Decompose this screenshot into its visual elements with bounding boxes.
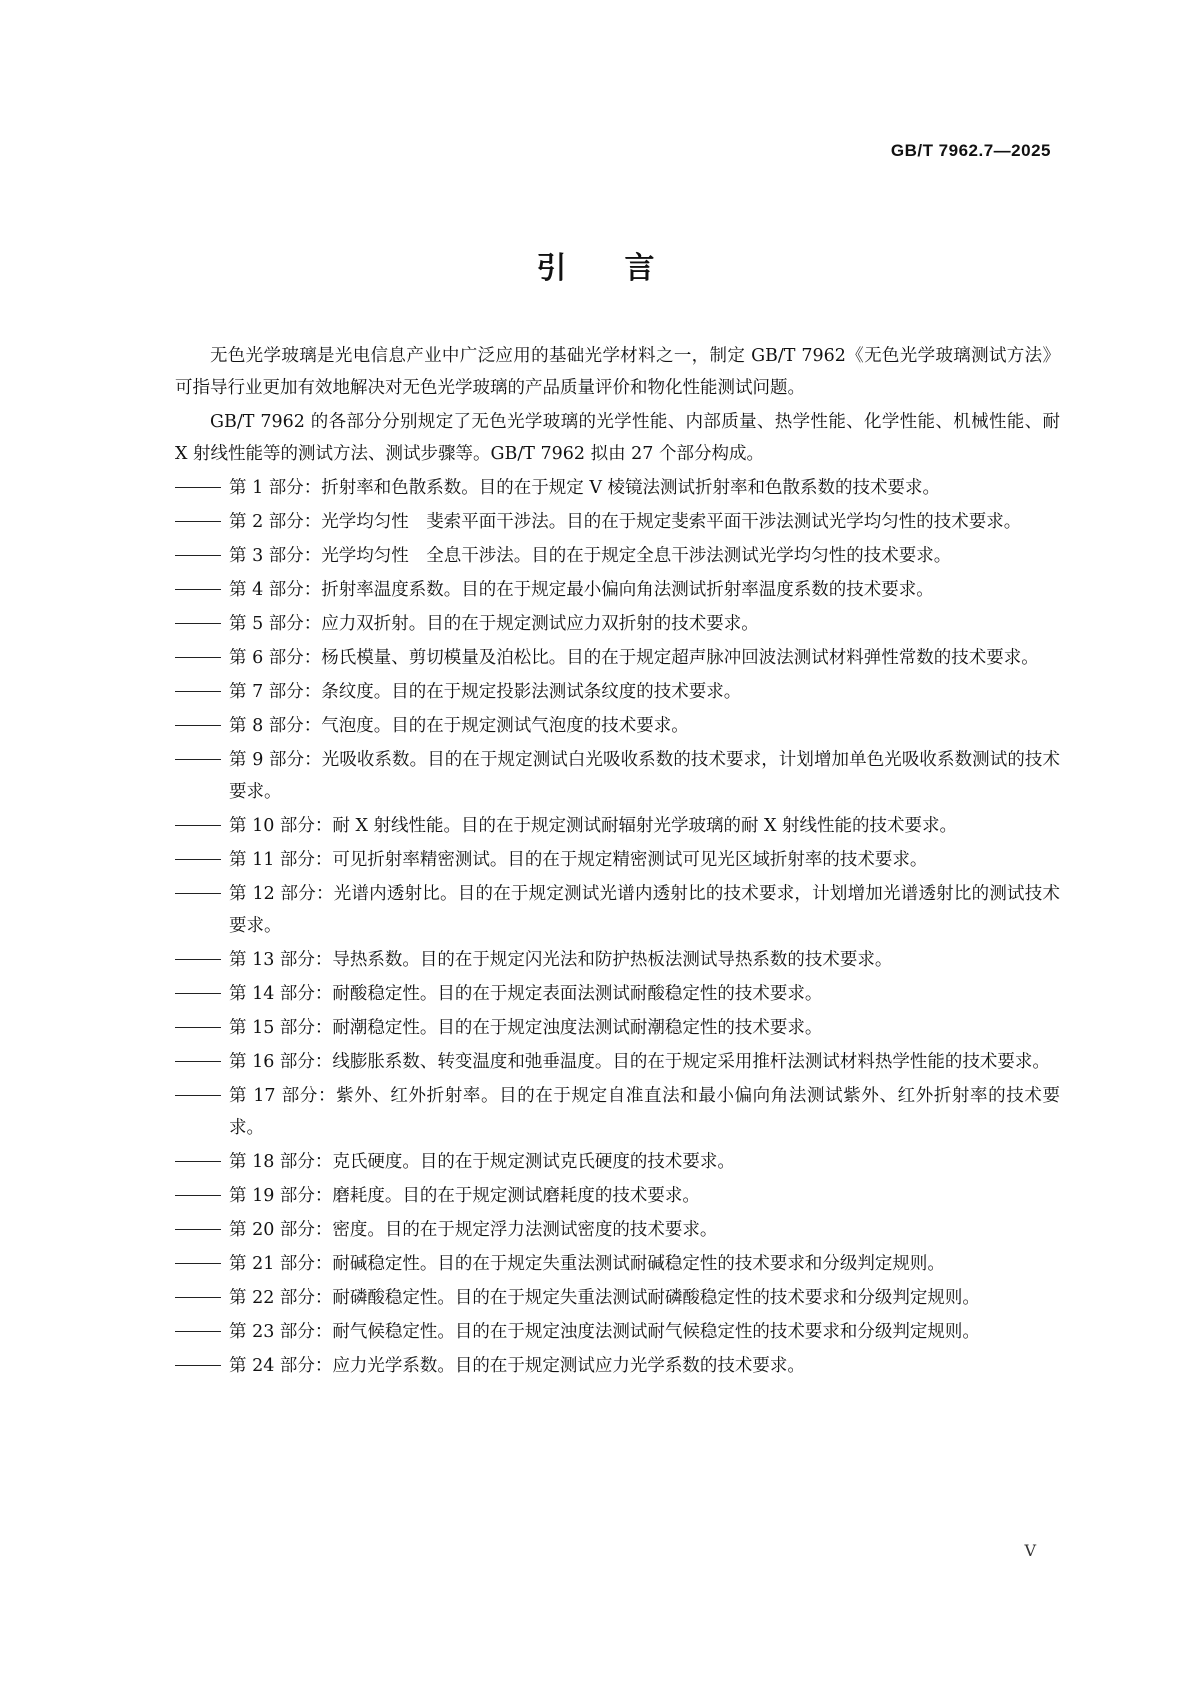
list-item [175,1046,1060,1078]
list-item [175,1012,1060,1044]
list-item-text: 第 8 部分：气泡度。目的在于规定测试气泡度的技术要求。 [229,716,689,736]
list-item-text: 第 4 部分：折射率温度系数。目的在于规定最小偏向角法测试折射率温度系数的技术要求。 [229,580,934,600]
list-item-text: 第 6 部分：杨氏模量、剪切模量及泊松比。目的在于规定超声脉冲回波法测试材料弹性常数的技术要求。 [229,648,1039,668]
intro-paragraph: GB/T 7962 的各部分分别规定了无色光学玻璃的光学性能、内部质量、热学性能、化学性能、机械性能、耐 X 射线性能等的测试方法、测试步骤等。GB/T 7962 拟由 27 个部分构成。 [175,412,1060,464]
dash-marker [175,1061,221,1062]
list-item-text: 第 14 部分：耐酸稳定性。目的在于规定表面法测试耐酸稳定性的技术要求。 [229,984,823,1004]
list-item-text: 第 13 部分：导热系数。目的在于规定闪光法和防护热板法测试导热系数的技术要求。 [229,950,893,970]
list-item [175,472,1060,504]
list-item-text: 第 15 部分：耐潮稳定性。目的在于规定浊度法测试耐潮稳定性的技术要求。 [229,1018,823,1038]
list-item [175,1146,1060,1178]
dash-marker [175,1263,221,1264]
list-item-text: 第 17 部分：紫外、红外折射率。目的在于规定自准直法和最小偏向角法测试紫外、红外折射率的技术要求。 [229,1086,1060,1138]
dash-marker [175,521,221,522]
dash-marker [175,725,221,726]
list-item [175,1180,1060,1212]
list-item-text: 第 24 部分：应力光学系数。目的在于规定测试应力光学系数的技术要求。 [229,1356,805,1376]
page-number: V [1024,1541,1036,1560]
dash-marker [175,1095,221,1096]
list-item-text: 第 18 部分：克氏硬度。目的在于规定测试克氏硬度的技术要求。 [229,1152,735,1172]
list-item [175,574,1060,606]
list-item-text: 第 11 部分：可见折射率精密测试。目的在于规定精密测试可见光区域折射率的技术要求。 [229,850,928,870]
dash-marker [175,623,221,624]
list-item-text: 第 1 部分：折射率和色散系数。目的在于规定 V 棱镜法测试折射率和色散系数的技术要求。 [229,478,941,498]
list-item-text: 第 3 部分：光学均匀性 全息干涉法。目的在于规定全息干涉法测试光学均匀性的技术要求。 [229,546,952,566]
list-item-text: 第 22 部分：耐磷酸稳定性。目的在于规定失重法测试耐磷酸稳定性的技术要求和分级判定规则。 [229,1288,980,1308]
list-item [175,810,1060,842]
dash-marker [175,859,221,860]
parts-list [175,472,1060,1382]
dash-marker [175,1027,221,1028]
list-item [175,608,1060,640]
list-item [175,506,1060,538]
dash-marker [175,487,221,488]
list-item [175,1214,1060,1246]
dash-marker [175,1161,221,1162]
dash-marker [175,657,221,658]
dash-marker [175,993,221,994]
list-item [175,1248,1060,1280]
list-item-text: 第 16 部分：线膨胀系数、转变温度和弛垂温度。目的在于规定采用推杆法测试材料热学性能的技术要求。 [229,1052,1050,1072]
page-title: 引言 [536,251,713,286]
standard-code: GB/T 7962.7—2025 [890,141,1051,160]
dash-marker [175,555,221,556]
dash-marker [175,893,221,894]
list-item [175,1282,1060,1314]
list-item [175,710,1060,742]
list-item [175,540,1060,572]
list-item [175,1350,1060,1382]
dash-marker [175,691,221,692]
list-item-text: 第 9 部分：光吸收系数。目的在于规定测试白光吸收系数的技术要求，计划增加单色光吸收系数测试的技术要求。 [229,750,1060,802]
document-body [175,340,1060,1384]
list-item [175,1316,1060,1348]
list-item [175,1080,1060,1144]
list-item-text: 第 10 部分：耐 X 射线性能。目的在于规定测试耐辐射光学玻璃的耐 X 射线性能的技术要求。 [229,816,958,836]
list-item [175,978,1060,1010]
list-item [175,642,1060,674]
list-item-text: 第 20 部分：密度。目的在于规定浮力法测试密度的技术要求。 [229,1220,718,1240]
dash-marker [175,1331,221,1332]
list-item-text: 第 7 部分：条纹度。目的在于规定投影法测试条纹度的技术要求。 [229,682,742,702]
list-item-text: 第 23 部分：耐气候稳定性。目的在于规定浊度法测试耐气候稳定性的技术要求和分级判定规则。 [229,1322,980,1342]
dash-marker [175,1297,221,1298]
list-item [175,676,1060,708]
list-item-text: 第 21 部分：耐碱稳定性。目的在于规定失重法测试耐碱稳定性的技术要求和分级判定规则。 [229,1254,945,1274]
list-item [175,944,1060,976]
dash-marker [175,1365,221,1366]
dash-marker [175,1229,221,1230]
list-item-text: 第 12 部分：光谱内透射比。目的在于规定测试光谱内透射比的技术要求，计划增加光谱透射比的测试技术要求。 [229,884,1060,936]
list-item-text: 第 2 部分：光学均匀性 斐索平面干涉法。目的在于规定斐索平面干涉法测试光学均匀性的技术要求。 [229,512,1022,532]
list-item [175,844,1060,876]
list-item-text: 第 19 部分：磨耗度。目的在于规定测试磨耗度的技术要求。 [229,1186,700,1206]
dash-marker [175,959,221,960]
list-item [175,878,1060,942]
dash-marker [175,759,221,760]
intro-paragraph: 无色光学玻璃是光电信息产业中广泛应用的基础光学材料之一，制定 GB/T 7962《无色光学玻璃测试方法》可指导行业更加有效地解决对无色光学玻璃的产品质量评价和物化性能测试问题。 [175,346,1060,398]
dash-marker [175,1195,221,1196]
list-item-text: 第 5 部分：应力双折射。目的在于规定测试应力双折射的技术要求。 [229,614,759,634]
dash-marker [175,825,221,826]
dash-marker [175,589,221,590]
list-item [175,744,1060,808]
